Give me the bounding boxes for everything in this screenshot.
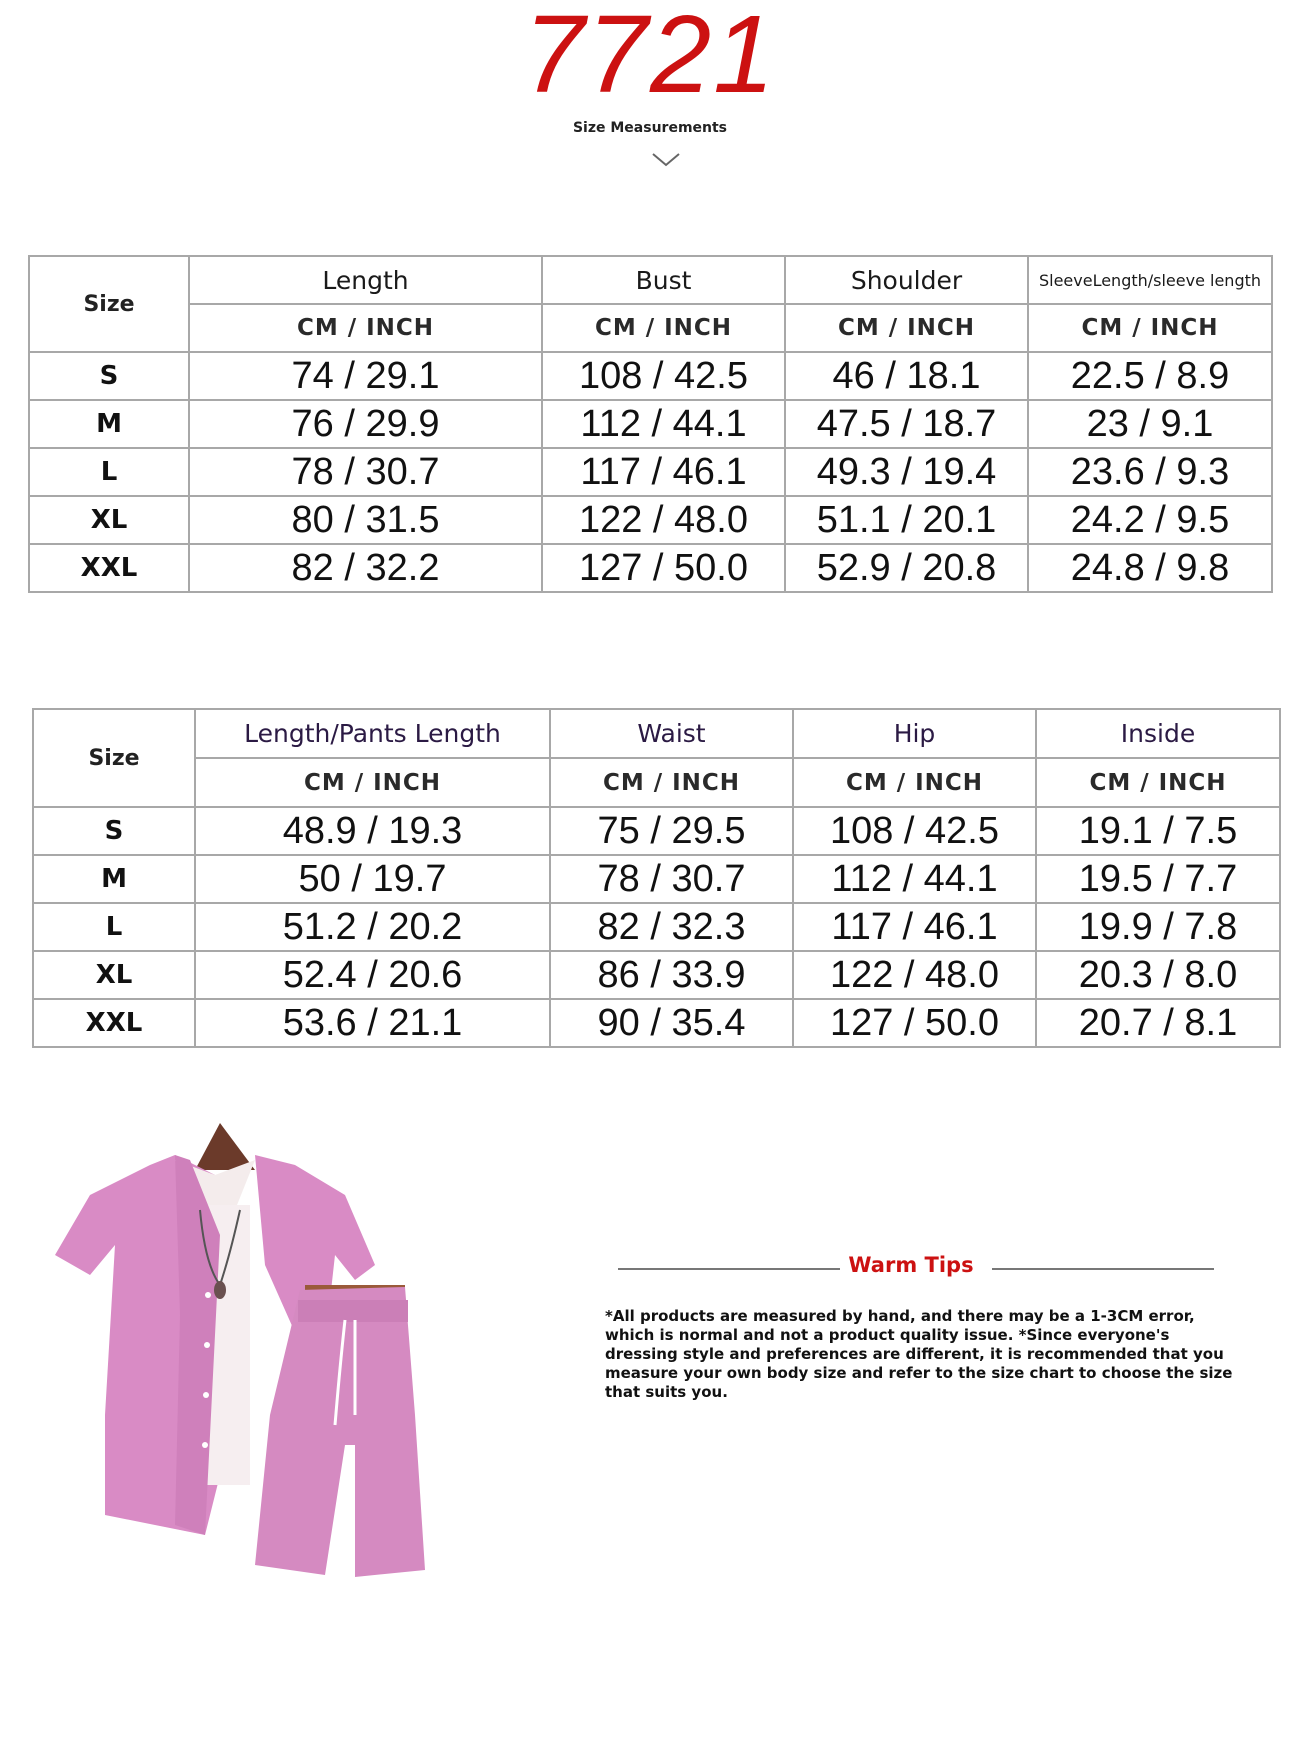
column-header-shoulder: Shoulder [785, 256, 1028, 304]
unit-label: CM / INCH [550, 758, 793, 807]
table-row [33, 903, 1280, 951]
table-cell: 22.5 / 8.9 [1028, 352, 1272, 400]
divider [618, 1268, 840, 1270]
column-header-sleeve-length: SleeveLength/sleeve length [1028, 256, 1272, 304]
table-cell: 47.5 / 18.7 [785, 400, 1028, 448]
table-row [33, 807, 1280, 855]
size-header: Size [33, 709, 195, 807]
table-row [29, 544, 1272, 592]
row-size-label: M [33, 855, 195, 903]
table-cell: 24.2 / 9.5 [1028, 496, 1272, 544]
unit-label: CM / INCH [189, 304, 542, 352]
column-header-inside: Inside [1036, 709, 1280, 758]
table-cell: 78 / 30.7 [189, 448, 542, 496]
unit-label: CM / INCH [1036, 758, 1280, 807]
table-cell: 19.9 / 7.8 [1036, 903, 1280, 951]
table-cell: 122 / 48.0 [793, 951, 1036, 999]
bottom-size-table [32, 708, 1281, 1048]
row-size-label: L [29, 448, 189, 496]
row-size-label: XL [33, 951, 195, 999]
top-size-table [28, 255, 1273, 593]
table-cell: 53.6 / 21.1 [195, 999, 550, 1047]
table-row [29, 400, 1272, 448]
warm-tips-title: Warm Tips [848, 1253, 974, 1277]
table-cell: 24.8 / 9.8 [1028, 544, 1272, 592]
column-header-waist: Waist [550, 709, 793, 758]
table-row [33, 855, 1280, 903]
table-cell: 75 / 29.5 [550, 807, 793, 855]
product-code: 7721 [523, 0, 777, 116]
unit-label: CM / INCH [1028, 304, 1272, 352]
table-row [29, 352, 1272, 400]
table-cell: 52.9 / 20.8 [785, 544, 1028, 592]
table-cell: 82 / 32.2 [189, 544, 542, 592]
table-cell: 51.2 / 20.2 [195, 903, 550, 951]
table-cell: 112 / 44.1 [793, 855, 1036, 903]
table-cell: 108 / 42.5 [793, 807, 1036, 855]
table-cell: 76 / 29.9 [189, 400, 542, 448]
table-cell: 50 / 19.7 [195, 855, 550, 903]
row-size-label: S [29, 352, 189, 400]
table-row [29, 496, 1272, 544]
table-row [29, 448, 1272, 496]
table-cell: 51.1 / 20.1 [785, 496, 1028, 544]
table-cell: 19.5 / 7.7 [1036, 855, 1280, 903]
table-cell: 127 / 50.0 [793, 999, 1036, 1047]
table-cell: 46 / 18.1 [785, 352, 1028, 400]
table-cell: 117 / 46.1 [793, 903, 1036, 951]
table-cell: 48.9 / 19.3 [195, 807, 550, 855]
table-cell: 117 / 46.1 [542, 448, 785, 496]
table-cell: 86 / 33.9 [550, 951, 793, 999]
pink-shirt-shorts-set-icon [55, 1115, 515, 1595]
row-size-label: L [33, 903, 195, 951]
unit-label: CM / INCH [542, 304, 785, 352]
table-cell: 78 / 30.7 [550, 855, 793, 903]
unit-label: CM / INCH [195, 758, 550, 807]
column-header-pants-length: Length/Pants Length [195, 709, 550, 758]
unit-label: CM / INCH [785, 304, 1028, 352]
table-row [33, 951, 1280, 999]
table-cell: 20.7 / 8.1 [1036, 999, 1280, 1047]
table-cell: 23.6 / 9.3 [1028, 448, 1272, 496]
row-size-label: XXL [33, 999, 195, 1047]
row-size-label: S [33, 807, 195, 855]
page-subtitle: Size Measurements [572, 120, 728, 136]
table-cell: 122 / 48.0 [542, 496, 785, 544]
table-row [33, 999, 1280, 1047]
column-header-bust: Bust [542, 256, 785, 304]
table-cell: 74 / 29.1 [189, 352, 542, 400]
row-size-label: XL [29, 496, 189, 544]
table-cell: 52.4 / 20.6 [195, 951, 550, 999]
column-header-length: Length [189, 256, 542, 304]
chevron-down-icon [651, 150, 681, 170]
table-cell: 49.3 / 19.4 [785, 448, 1028, 496]
table-cell: 80 / 31.5 [189, 496, 542, 544]
size-header: Size [29, 256, 189, 352]
table-cell: 108 / 42.5 [542, 352, 785, 400]
table-cell: 90 / 35.4 [550, 999, 793, 1047]
row-size-label: XXL [29, 544, 189, 592]
table-cell: 20.3 / 8.0 [1036, 951, 1280, 999]
warm-tips-text: *All products are measured by hand, and there may be a 1-3CM error, which is normal and not a product quality issue. *Since everyone's dressing style and preferences are different, it is recommended that you measure your own body size and refer to the size chart to choose the size that suits you. [605, 1307, 1233, 1401]
divider [992, 1268, 1214, 1270]
row-size-label: M [29, 400, 189, 448]
table-cell: 19.1 / 7.5 [1036, 807, 1280, 855]
table-cell: 127 / 50.0 [542, 544, 785, 592]
hanger-icon [195, 1123, 255, 1170]
column-header-hip: Hip [793, 709, 1036, 758]
table-cell: 23 / 9.1 [1028, 400, 1272, 448]
table-cell: 112 / 44.1 [542, 400, 785, 448]
table-cell: 82 / 32.3 [550, 903, 793, 951]
shorts-icon [255, 1285, 425, 1577]
unit-label: CM / INCH [793, 758, 1036, 807]
